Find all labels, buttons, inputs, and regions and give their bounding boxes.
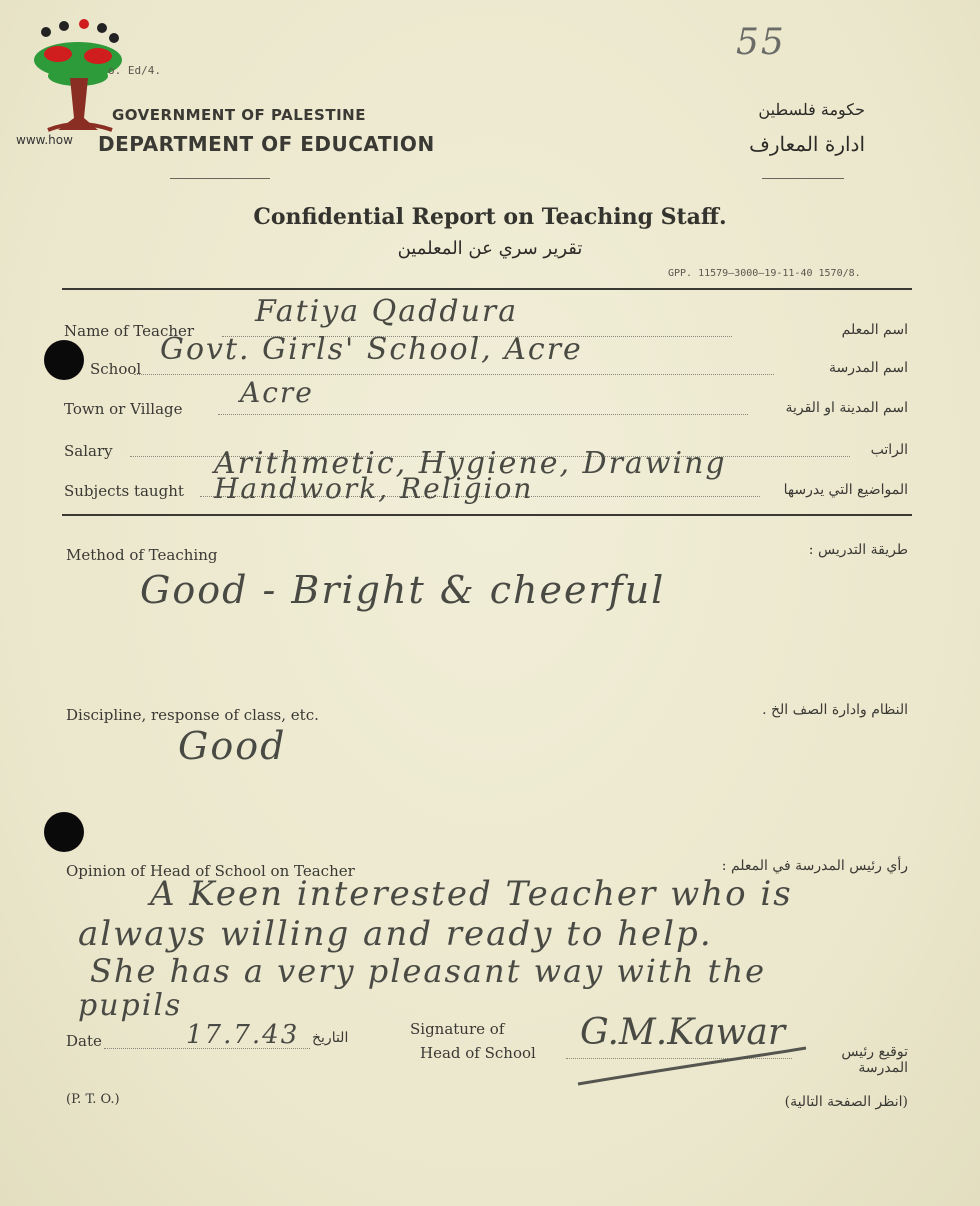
subjects-value-line2: Handwork, Religion bbox=[214, 472, 534, 505]
name-value: Fatiya Qaddura bbox=[255, 294, 519, 329]
opinion-line-2: always willing and ready to help. bbox=[78, 914, 713, 954]
subjects-label: Subjects taught bbox=[64, 482, 184, 500]
method-value: Good - Bright & cheerful bbox=[140, 568, 666, 612]
opinion-label-arabic: رأي رئيس المدرسة في المعلم : bbox=[721, 858, 908, 874]
report-title: Confidential Report on Teaching Staff. bbox=[253, 204, 727, 230]
report-title-arabic: تقرير سري عن المعلمين bbox=[397, 238, 583, 259]
date-value: 17.7.43 bbox=[186, 1020, 300, 1050]
town-value: Acre bbox=[240, 376, 314, 409]
signature-value: G.M.Kawar bbox=[580, 1012, 786, 1053]
punch-hole-top bbox=[44, 340, 84, 380]
watermark-url: www.how bbox=[16, 133, 73, 147]
print-code: GPP. 11579—3000—19-11-40 1570/8. bbox=[668, 268, 861, 279]
town-dotline bbox=[218, 414, 748, 415]
signature-label-2: Head of School bbox=[420, 1044, 536, 1062]
page-number: 55 bbox=[736, 22, 786, 63]
name-label: Name of Teacher bbox=[64, 322, 195, 340]
salary-label-arabic: الراتب bbox=[870, 442, 908, 458]
school-label-arabic: اسم المدرسة bbox=[829, 360, 908, 376]
date-label-arabic: التاريخ bbox=[312, 1030, 349, 1046]
pto-label-arabic: (انظر الصفحة التالية) bbox=[784, 1094, 908, 1110]
subjects-value: Arithmetic, Hygiene, Drawing bbox=[214, 446, 727, 481]
opinion-line-1: A Keen interested Teacher who is bbox=[150, 874, 793, 914]
signature-label-1: Signature of bbox=[410, 1020, 505, 1038]
method-label-arabic: طريقة التدريس : bbox=[808, 542, 908, 558]
town-label-arabic: اسم المدينة او القرية bbox=[785, 400, 908, 416]
department-title-arabic: ادارة المعارف bbox=[749, 132, 865, 156]
signature-flourish bbox=[572, 1040, 812, 1090]
opinion-line-4: pupils bbox=[78, 988, 183, 1023]
punch-hole-bottom bbox=[44, 812, 84, 852]
header-rule-left bbox=[170, 178, 270, 179]
school-label: School bbox=[90, 360, 142, 378]
signature-label-arabic: توقيع رئيس المدرسة bbox=[841, 1044, 908, 1076]
pto-label: (P. T. O.) bbox=[66, 1092, 120, 1107]
school-value: Govt. Girls' School, Acre bbox=[160, 332, 583, 367]
government-title: GOVERNMENT OF PALESTINE bbox=[112, 106, 366, 124]
town-label: Town or Village bbox=[64, 400, 183, 418]
top-rule bbox=[62, 288, 912, 290]
school-dotline bbox=[134, 374, 774, 375]
discipline-label: Discipline, response of class, etc. bbox=[66, 706, 319, 724]
form-code: o. Ed/4. bbox=[108, 64, 161, 77]
middle-rule bbox=[62, 514, 912, 516]
discipline-value: Good bbox=[178, 724, 287, 768]
header-rule-right bbox=[762, 178, 844, 179]
opinion-line-3: She has a very pleasant way with the bbox=[90, 952, 766, 990]
opinion-label: Opinion of Head of School on Teacher bbox=[66, 862, 355, 880]
method-label: Method of Teaching bbox=[66, 546, 218, 564]
name-label-arabic: اسم المعلم bbox=[841, 322, 908, 338]
government-title-arabic: حكومة فلسطين bbox=[758, 100, 865, 119]
date-label: Date bbox=[66, 1032, 102, 1050]
discipline-label-arabic: النظام وادارة الصف الخ . bbox=[762, 702, 908, 718]
department-title: DEPARTMENT OF EDUCATION bbox=[98, 132, 435, 156]
salary-label: Salary bbox=[64, 442, 113, 460]
subjects-label-arabic: المواضيع التي يدرسها bbox=[783, 482, 908, 498]
